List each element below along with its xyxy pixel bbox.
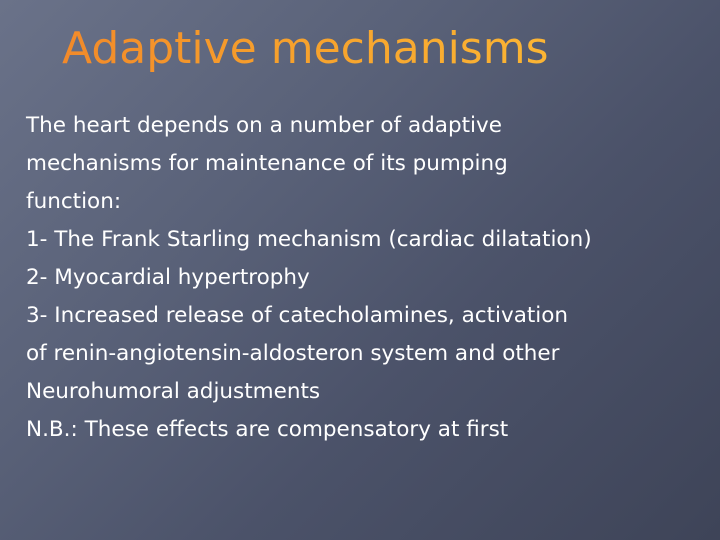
list-item-frank-starling: 1- The Frank Starling mechanism (cardiac dilatation) [26,227,592,252]
slide-body [26,112,706,454]
body-line: Neurohumoral adjustments [26,379,321,404]
slide-title: Adaptive mechanisms [62,20,549,78]
list-item-catecholamines: 3- Increased release of catecholamines, activation [26,303,569,328]
body-line: of renin-angiotensin-aldosteron system and other [26,341,560,366]
note-line: N.B.: These effects are compensatory at first [26,417,509,442]
body-line: function: [26,189,122,214]
body-line: mechanisms for maintenance of its pumping [26,151,508,176]
body-line: The heart depends on a number of adaptive [26,113,502,138]
list-item-hypertrophy: 2- Myocardial hypertrophy [26,265,310,290]
